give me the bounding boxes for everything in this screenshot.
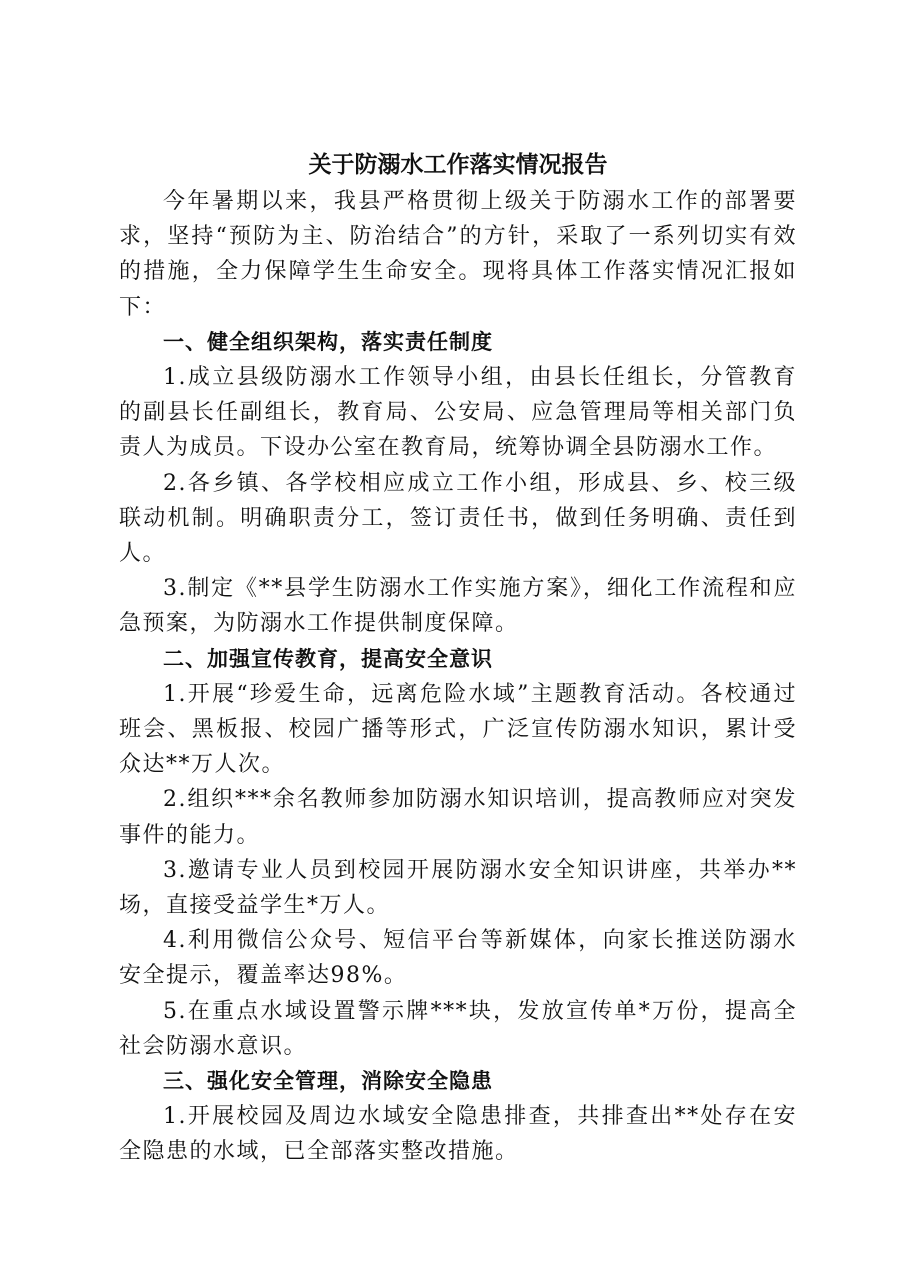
- section-2-item-3: 3.邀请专业人员到校园开展防溺水安全知识讲座，共举办**场，直接受益学生*万人。: [119, 857, 797, 919]
- section-2-item-1: 1.开展“珍爱生命，远离危险水域”主题教育活动。各校通过班会、黑板报、校园广播等形式，广泛宣传防溺水知识，累计受众达**万人次。: [119, 681, 797, 778]
- section-3-heading: 三、强化安全管理，消除安全隐患: [163, 1069, 493, 1094]
- section-1-item-2: 2.各乡镇、各学校相应成立工作小组，形成县、乡、校三级联动机制。明确职责分工，签订责任书，做到任务明确、责任到人。: [119, 470, 797, 567]
- document-page: [119, 146, 797, 1170]
- section-2-item-5: 5.在重点水域设置警示牌***块，发放宣传单*万份，提高全社会防溺水意识。: [119, 998, 797, 1059]
- section-1-item-1: 1.成立县级防溺水工作领导小组，由县长任组长，分管教育的副县长任副组长，教育局、公安局、应急管理局等相关部门负责人为成员。下设办公室在教育局，统筹协调全县防溺水工作。: [119, 365, 797, 461]
- section-1-heading: 一、健全组织架构，落实责任制度: [163, 329, 493, 354]
- section-2-heading: 二、加强宣传教育，提高安全意识: [163, 646, 493, 671]
- document-title: 关于防溺水工作落实情况报告: [308, 152, 608, 178]
- section-3-item-1: 1.开展校园及周边水域安全隐患排查，共排查出**处存在安全隐患的水域，已全部落实整改措施。: [119, 1104, 797, 1165]
- section-2-item-2: 2.组织***余名教师参加防溺水知识培训，提高教师应对突发事件的能力。: [119, 787, 797, 848]
- section-1-item-3: 3.制定《**县学生防溺水工作实施方案》，细化工作流程和应急预案，为防溺水工作提供制度保障。: [119, 576, 797, 637]
- intro-paragraph: 今年暑期以来，我县严格贯彻上级关于防溺水工作的部署要求，坚持“预防为主、防治结合”的方针，采取了一系列切实有效的措施，全力保障学生生命安全。现将具体工作落实情况汇报如下：: [119, 189, 797, 320]
- section-2-item-4: 4.利用微信公众号、短信平台等新媒体，向家长推送防溺水安全提示，覆盖率达98%。: [119, 928, 797, 989]
